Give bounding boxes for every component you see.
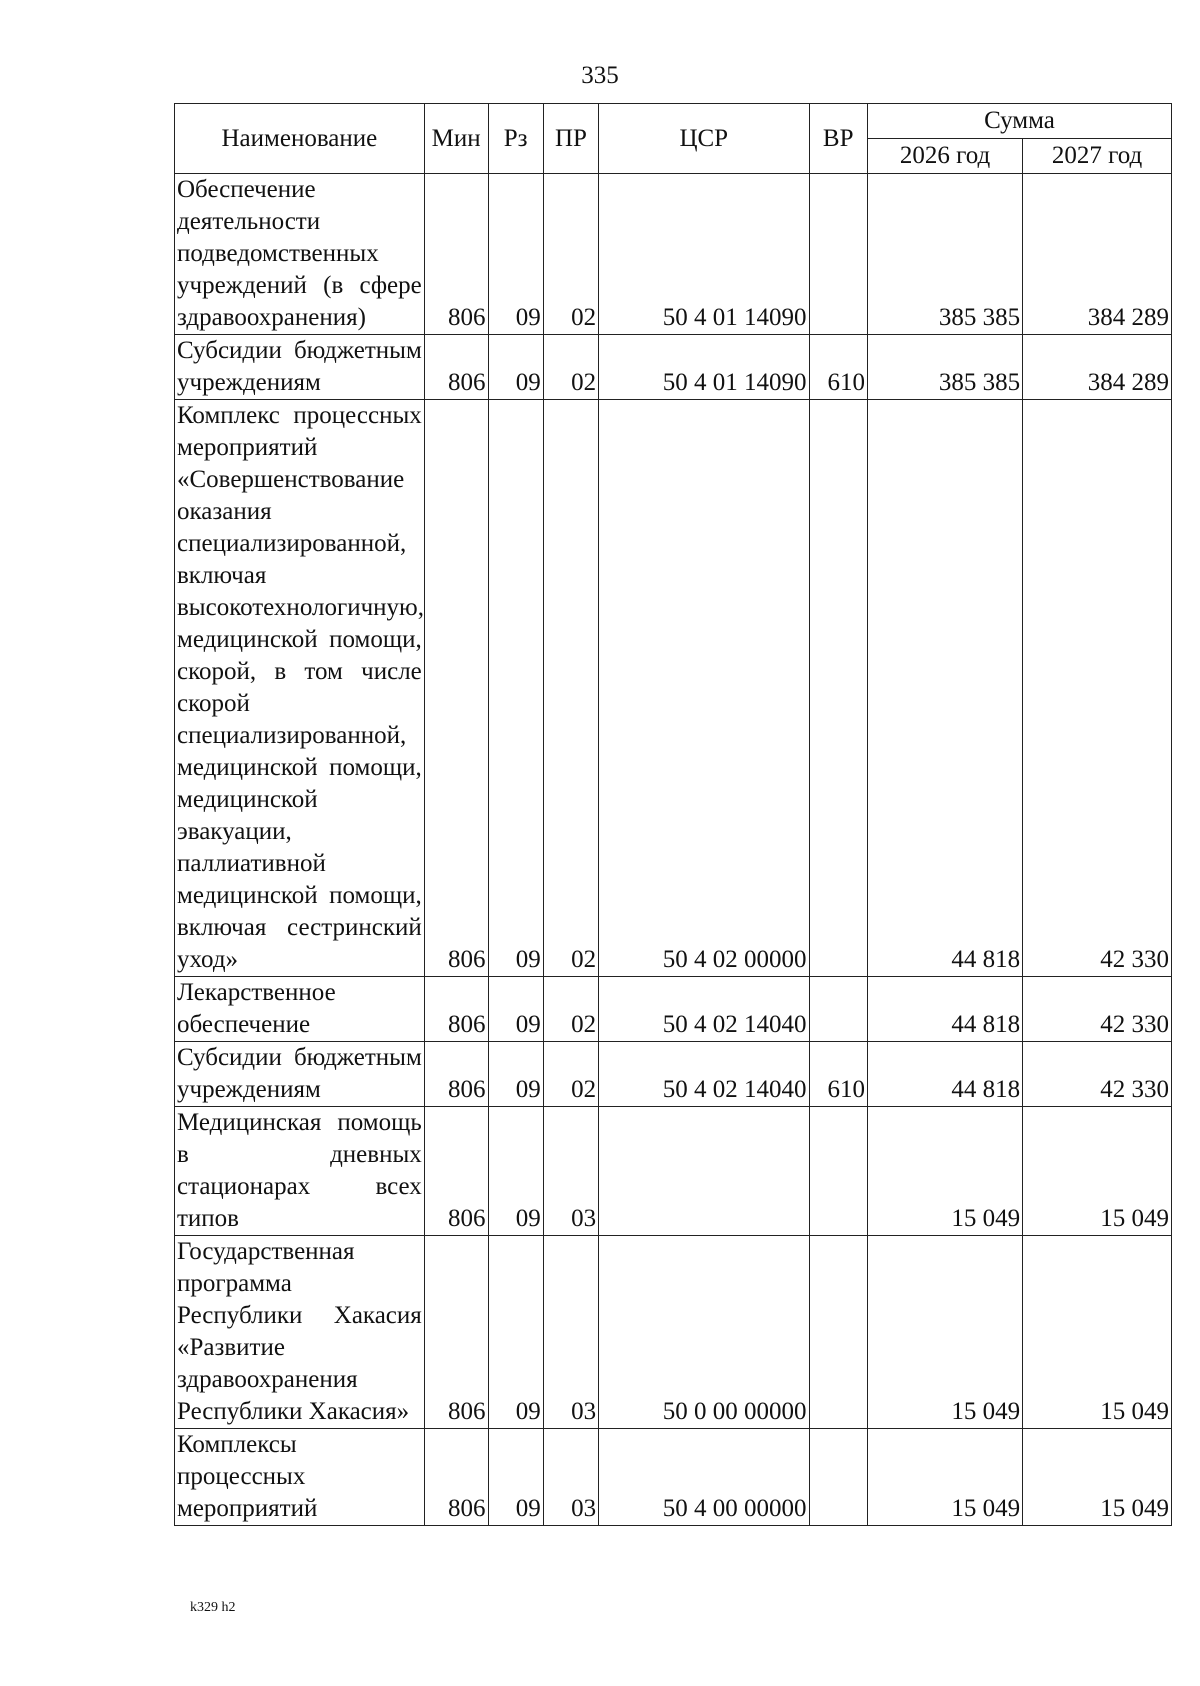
cell-min: 806 xyxy=(424,1429,488,1526)
cell-min: 806 xyxy=(424,174,488,335)
cell-name: Субсидии бюджетным учреждениям xyxy=(175,335,425,400)
cell-2026: 15 049 xyxy=(867,1236,1022,1429)
cell-name: Обеспечение деятельности подведомственных учреждений (в сфере здравоохранения) xyxy=(175,174,425,335)
cell-csr: 50 4 02 00000 xyxy=(599,400,809,977)
cell-csr: 50 4 01 14090 xyxy=(599,335,809,400)
cell-pr: 02 xyxy=(543,174,598,335)
cell-csr: 50 4 02 14040 xyxy=(599,1042,809,1107)
table-row xyxy=(175,400,1172,977)
cell-vr xyxy=(809,977,867,1042)
cell-pr: 03 xyxy=(543,1107,598,1236)
table-row xyxy=(175,1042,1172,1107)
table-body xyxy=(175,174,1172,1526)
cell-rz: 09 xyxy=(488,400,543,977)
cell-2027: 384 289 xyxy=(1023,174,1172,335)
table-row xyxy=(175,1107,1172,1236)
cell-vr: 610 xyxy=(809,1042,867,1107)
cell-csr: 50 4 01 14090 xyxy=(599,174,809,335)
cell-2026: 385 385 xyxy=(867,174,1022,335)
cell-csr: 50 4 00 00000 xyxy=(599,1429,809,1526)
cell-2026: 44 818 xyxy=(867,400,1022,977)
cell-rz: 09 xyxy=(488,335,543,400)
cell-vr xyxy=(809,1236,867,1429)
cell-csr xyxy=(599,1107,809,1236)
cell-vr: 610 xyxy=(809,335,867,400)
table-row xyxy=(175,977,1172,1042)
table-row xyxy=(175,1236,1172,1429)
table-row xyxy=(175,1429,1172,1526)
cell-min: 806 xyxy=(424,1236,488,1429)
footer-code: k329 h2 xyxy=(190,1600,236,1615)
cell-pr: 03 xyxy=(543,1429,598,1526)
cell-vr xyxy=(809,174,867,335)
header-pr: ПР xyxy=(543,104,598,174)
cell-pr: 02 xyxy=(543,977,598,1042)
cell-rz: 09 xyxy=(488,1236,543,1429)
header-year-2027: 2027 год xyxy=(1023,139,1172,174)
cell-name: Субсидии бюджетным учреждениям xyxy=(175,1042,425,1107)
cell-2026: 385 385 xyxy=(867,335,1022,400)
cell-2027: 15 049 xyxy=(1023,1107,1172,1236)
cell-pr: 03 xyxy=(543,1236,598,1429)
cell-2027: 42 330 xyxy=(1023,977,1172,1042)
cell-csr: 50 0 00 00000 xyxy=(599,1236,809,1429)
cell-pr: 02 xyxy=(543,335,598,400)
cell-vr xyxy=(809,1107,867,1236)
cell-2026: 15 049 xyxy=(867,1107,1022,1236)
cell-rz: 09 xyxy=(488,174,543,335)
cell-min: 806 xyxy=(424,400,488,977)
header-name: Наименование xyxy=(175,104,425,174)
cell-min: 806 xyxy=(424,335,488,400)
cell-rz: 09 xyxy=(488,1107,543,1236)
cell-2026: 15 049 xyxy=(867,1429,1022,1526)
cell-rz: 09 xyxy=(488,977,543,1042)
cell-min: 806 xyxy=(424,1042,488,1107)
page-number: 335 xyxy=(581,62,619,89)
cell-vr xyxy=(809,400,867,977)
cell-2026: 44 818 xyxy=(867,1042,1022,1107)
cell-name: Комплекс процессных мероприятий «Совершенствование оказания специализированной, включая высокотехнологичную, медицинской помощи, скорой, в том числе скорой специализированной, медицинской помощи, медицинской эвакуации, паллиативной медицинской помощи, включая сестринский уход» xyxy=(175,400,425,977)
cell-vr xyxy=(809,1429,867,1526)
cell-pr: 02 xyxy=(543,1042,598,1107)
cell-name: Лекарственное обеспечение xyxy=(175,977,425,1042)
cell-2027: 15 049 xyxy=(1023,1236,1172,1429)
cell-2027: 42 330 xyxy=(1023,400,1172,977)
cell-name: Государственная программа Республики Хакасия «Развитие здравоохранения Республики Хакасия» xyxy=(175,1236,425,1429)
cell-2027: 42 330 xyxy=(1023,1042,1172,1107)
cell-name: Медицинская помощь в дневных стационарах всех типов xyxy=(175,1107,425,1236)
header-sum: Сумма xyxy=(867,104,1171,139)
table-row xyxy=(175,335,1172,400)
cell-pr: 02 xyxy=(543,400,598,977)
cell-2027: 15 049 xyxy=(1023,1429,1172,1526)
header-min: Мин xyxy=(424,104,488,174)
header-vr: ВР xyxy=(809,104,867,174)
cell-min: 806 xyxy=(424,977,488,1042)
cell-csr: 50 4 02 14040 xyxy=(599,977,809,1042)
cell-rz: 09 xyxy=(488,1042,543,1107)
table-header xyxy=(175,104,1172,174)
cell-rz: 09 xyxy=(488,1429,543,1526)
cell-min: 806 xyxy=(424,1107,488,1236)
header-csr: ЦСР xyxy=(599,104,809,174)
budget-table xyxy=(174,103,1172,1526)
table-row xyxy=(175,174,1172,335)
header-rz: Рз xyxy=(488,104,543,174)
header-year-2026: 2026 год xyxy=(867,139,1022,174)
cell-2026: 44 818 xyxy=(867,977,1022,1042)
cell-name: Комплексы процессных мероприятий xyxy=(175,1429,425,1526)
cell-2027: 384 289 xyxy=(1023,335,1172,400)
